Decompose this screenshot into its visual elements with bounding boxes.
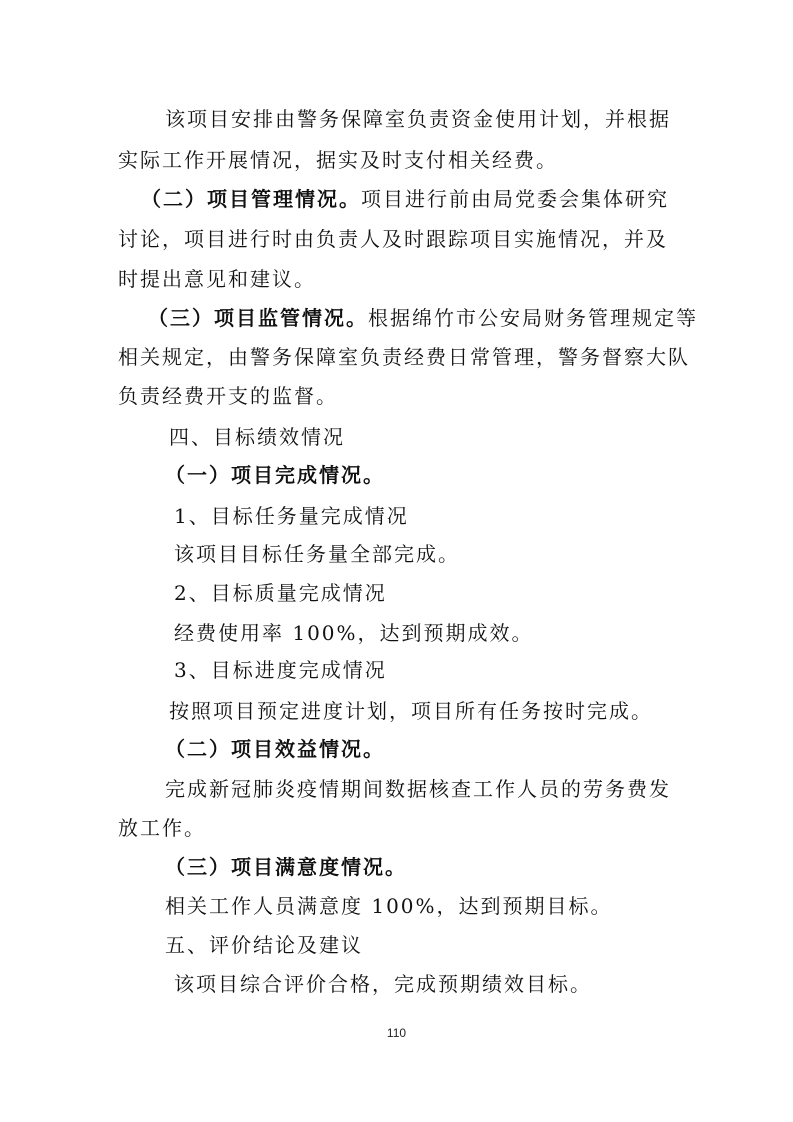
item1-text: 该项目目标任务量全部完成。: [174, 542, 460, 566]
item2-title: 2、目标质量完成情况: [174, 581, 387, 605]
section5-text: 该项目综合评价合格，完成预期绩效目标。: [174, 972, 592, 996]
p3-line1-text: 根据绵竹市公安局财务管理规定等: [368, 306, 698, 330]
p2-line1-text: 项目进行前由局党委会集体研究: [361, 187, 669, 211]
section4-title: 四、目标绩效情况: [169, 425, 345, 449]
section4-sub1: （一）项目完成情况。: [165, 463, 385, 487]
p3-line1: [148, 304, 698, 332]
page-number: 110: [386, 1026, 407, 1040]
sub3-text: 相关工作人员满意度 100%，达到预期目标。: [165, 894, 613, 918]
p2-line2: 讨论，项目进行时由负责人及时跟踪项目实施情况，并及: [118, 227, 668, 251]
p2-heading: （二）项目管理情况。: [141, 187, 361, 211]
sub2-line1: 完成新冠肺炎疫情期间数据核查工作人员的劳务费发: [165, 777, 671, 801]
section4-sub3: （三）项目满意度情况。: [165, 855, 407, 879]
sub2-line2: 放工作。: [118, 816, 206, 840]
p3-heading: （三）项目监管情况。: [148, 306, 368, 330]
item3-text: 按照项目预定进度计划，项目所有任务按时完成。: [169, 699, 653, 723]
item2-text: 经费使用率 100%，达到预期成效。: [174, 621, 534, 645]
p3-line3: 负责经费开支的监督。: [118, 384, 338, 408]
p3-line2: 相关规定，由警务保障室负责经费日常管理，警务督察大队: [118, 345, 690, 369]
section4-sub2: （二）项目效益情况。: [165, 737, 385, 761]
p1-line1: 该项目安排由警务保障室负责资金使用计划，并根据: [165, 107, 671, 131]
item3-title: 3、目标进度完成情况: [174, 658, 387, 682]
item1-title: 1、目标任务量完成情况: [174, 504, 409, 528]
p1-line2: 实际工作开展情况，据实及时支付相关经费。: [118, 148, 558, 172]
p2-line1: [141, 185, 669, 213]
p2-line3: 时提出意见和建议。: [118, 267, 316, 291]
section5-title: 五、评价结论及建议: [165, 933, 363, 957]
